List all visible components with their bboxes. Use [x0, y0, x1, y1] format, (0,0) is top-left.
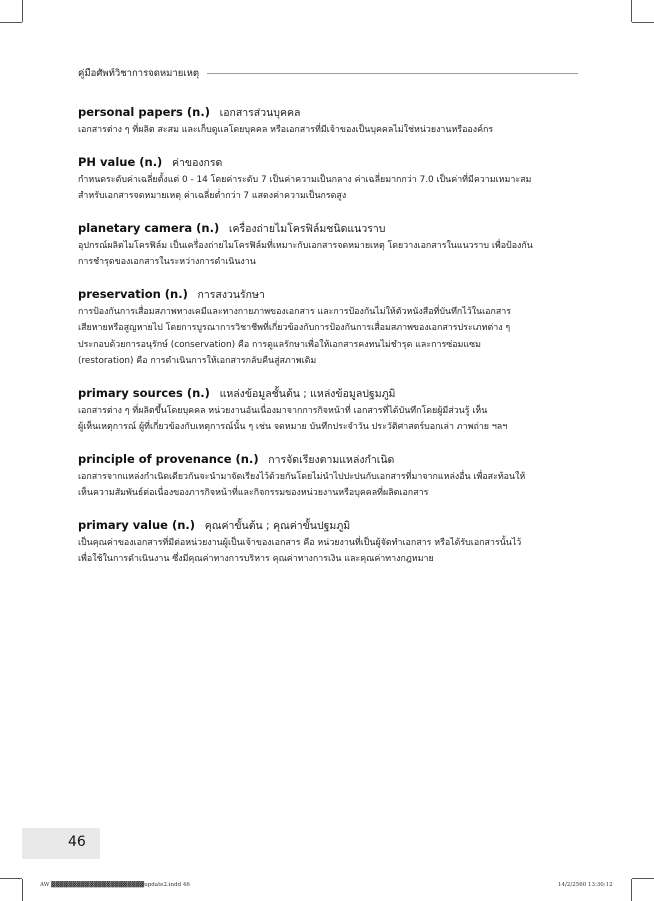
crop-mark	[632, 22, 654, 23]
entry-term: primary value (n.)	[78, 517, 196, 532]
definition-line: อุปกรณ์ผลิตไมโครฟิล์ม เป็นเครื่องถ่ายไมโครฟิล์มที่เหมาะกับเอกสารจดหมายเหตุ โดยวางเอกสารในแนวราบ เพื่อป้องกัน	[78, 240, 533, 251]
entry-heading	[78, 384, 578, 403]
print-slug-timestamp: 14/2/2560 13:30:12	[558, 882, 613, 888]
entry-heading	[78, 153, 578, 172]
entry-thai-term: แหล่งข้อมูลชั้นต้น ; แหล่งข้อมูลปฐมภูมิ	[219, 387, 396, 400]
entry-definition	[78, 304, 578, 370]
glossary-entry	[78, 103, 578, 139]
entry-term: primary sources (n.)	[78, 385, 210, 400]
glossary-entries	[78, 103, 578, 582]
definition-line: เห็นความสัมพันธ์ต่อเนื่องของภารกิจหน้าที่และกิจกรรมของหน่วยงานหรือบุคคลที่ผลิตเอกสาร	[78, 488, 429, 498]
page-number-tab	[22, 828, 100, 859]
page-number: 46	[68, 834, 86, 850]
crop-mark	[0, 878, 22, 879]
crop-mark	[22, 0, 23, 22]
crop-mark	[631, 879, 632, 901]
glossary-entry	[78, 153, 578, 205]
crop-mark	[0, 22, 22, 23]
entry-definition	[78, 469, 578, 502]
entry-heading	[78, 219, 578, 238]
entry-definition	[78, 238, 578, 271]
entry-heading	[78, 103, 578, 122]
definition-line: เสียหายหรือสูญหายไป โดยการบูรณาการวิชาชีพที่เกี่ยวข้องกับการป้องกันการเสื่อมสภาพของเอกสารประเภทต่าง ๆ	[78, 323, 511, 333]
entry-thai-term: เอกสารส่วนบุคคล	[219, 107, 301, 119]
glossary-entry	[78, 285, 578, 370]
entry-thai-term: คุณค่าขั้นต้น ; คุณค่าขั้นปฐมภูมิ	[204, 519, 351, 532]
entry-term: principle of provenance (n.)	[78, 451, 259, 466]
entry-definition	[78, 172, 578, 205]
entry-term: PH value (n.)	[78, 154, 163, 169]
entry-heading	[78, 516, 578, 535]
entry-heading	[78, 450, 578, 469]
entry-term: personal papers (n.)	[78, 105, 210, 119]
definition-line: ประกอบด้วยการอนุรักษ์ (conservation) คือ การดูแลรักษาเพื่อให้เอกสารคงทนไม่ชำรุด และการซ่อมแซม	[78, 339, 482, 350]
definition-line: การป้องกันการเสื่อมสภาพทางเคมีและทางกายภาพของเอกสาร และการป้องกันไม่ให้ตัวหนังสือที่บันทึกไว้ในเอกสาร	[78, 306, 512, 317]
definition-line: กำหนดระดับค่าเฉลี่ยตั้งแต่ 0 - 14 โดยค่าระดับ 7 เป็นค่าความเป็นกลาง ค่าเฉลี่ยมากกว่า 7.0 เป็นค่าที่มีความเหมาะสม	[78, 174, 532, 185]
print-slug-filename: AW ▓▓▓▓▓▓▓▓▓▓▓▓▓▓▓▓▓▓▓▓▓▓update2.indd 46	[40, 882, 190, 888]
definition-line: การชำรุดของเอกสารในระหว่างการดำเนินงาน	[78, 257, 256, 267]
definition-line: เป็นคุณค่าของเอกสารที่มีต่อหน่วยงานผู้เป็นเจ้าของเอกสาร คือ หน่วยงานที่เป็นผู้จัดทำเอกสาร หรือได้รับเอกสารนั้นไว้	[78, 537, 522, 548]
entry-thai-term: การสงวนรักษา	[197, 288, 265, 301]
glossary-entry	[78, 384, 578, 436]
definition-line: ผู้เห็นเหตุการณ์ ผู้ที่เกี่ยวข้องกับเหตุการณ์นั้น ๆ เช่น จดหมาย บันทึกประจำวัน ประวัติศาสตร์บอกเล่า ภาพถ่าย ฯลฯ	[78, 422, 508, 432]
definition-line: เอกสารต่าง ๆ ที่ผลิต สะสม และเก็บดูแลโดยบุคคล หรือเอกสารที่มีเจ้าของเป็นบุคคลไม่ใช่หน่วยงานหรือองค์กร	[78, 125, 494, 135]
definition-line: สำหรับเอกสารจดหมายเหตุ ค่าเฉลี่ยต่ำกว่า 7 แสดงค่าความเป็นกรดสูง	[78, 191, 347, 201]
header-rule	[207, 73, 578, 74]
entry-heading	[78, 285, 578, 304]
crop-mark	[632, 878, 654, 879]
running-header	[78, 66, 578, 80]
crop-mark	[22, 879, 23, 901]
definition-line: เพื่อใช้ในการดำเนินงาน ซึ่งมีคุณค่าทางการบริหาร คุณค่าทางการเงิน และคุณค่าทางกฎหมาย	[78, 554, 434, 564]
definition-line: (restoration) คือ การดำเนินการให้เอกสารกลับคืนสู่สภาพเดิม	[78, 356, 317, 366]
entry-term: planetary camera (n.)	[78, 220, 220, 235]
entry-definition	[78, 403, 578, 436]
definition-line: เอกสารจากแหล่งกำเนิดเดียวกันจะนำมาจัดเรียงไว้ด้วยกันโดยไม่นำไปปะปนกับเอกสารที่มาจากแหล่งอื่น เพื่อสะท้อนให้	[78, 471, 526, 482]
entry-thai-term: เครื่องถ่ายไมโครฟิล์มชนิดแนวราบ	[228, 222, 386, 235]
running-header-title: คู่มือศัพท์วิชาการจดหมายเหตุ	[78, 67, 200, 79]
definition-line: เอกสารต่าง ๆ ที่ผลิตขึ้นโดยบุคคล หน่วยงานอันเนื่องมาจากการกิจหน้าที่ เอกสารที่ได้บันทึกโดยผู้มีส่วนรู้ เห็น	[78, 405, 488, 416]
glossary-entry	[78, 450, 578, 502]
entry-definition	[78, 122, 578, 139]
glossary-entry	[78, 219, 578, 271]
glossary-entry	[78, 516, 578, 568]
crop-mark	[631, 0, 632, 22]
entry-definition	[78, 535, 578, 568]
entry-term: preservation (n.)	[78, 286, 188, 301]
entry-thai-term: การจัดเรียงตามแหล่งกำเนิด	[268, 453, 395, 466]
entry-thai-term: ค่าของกรด	[171, 156, 223, 169]
